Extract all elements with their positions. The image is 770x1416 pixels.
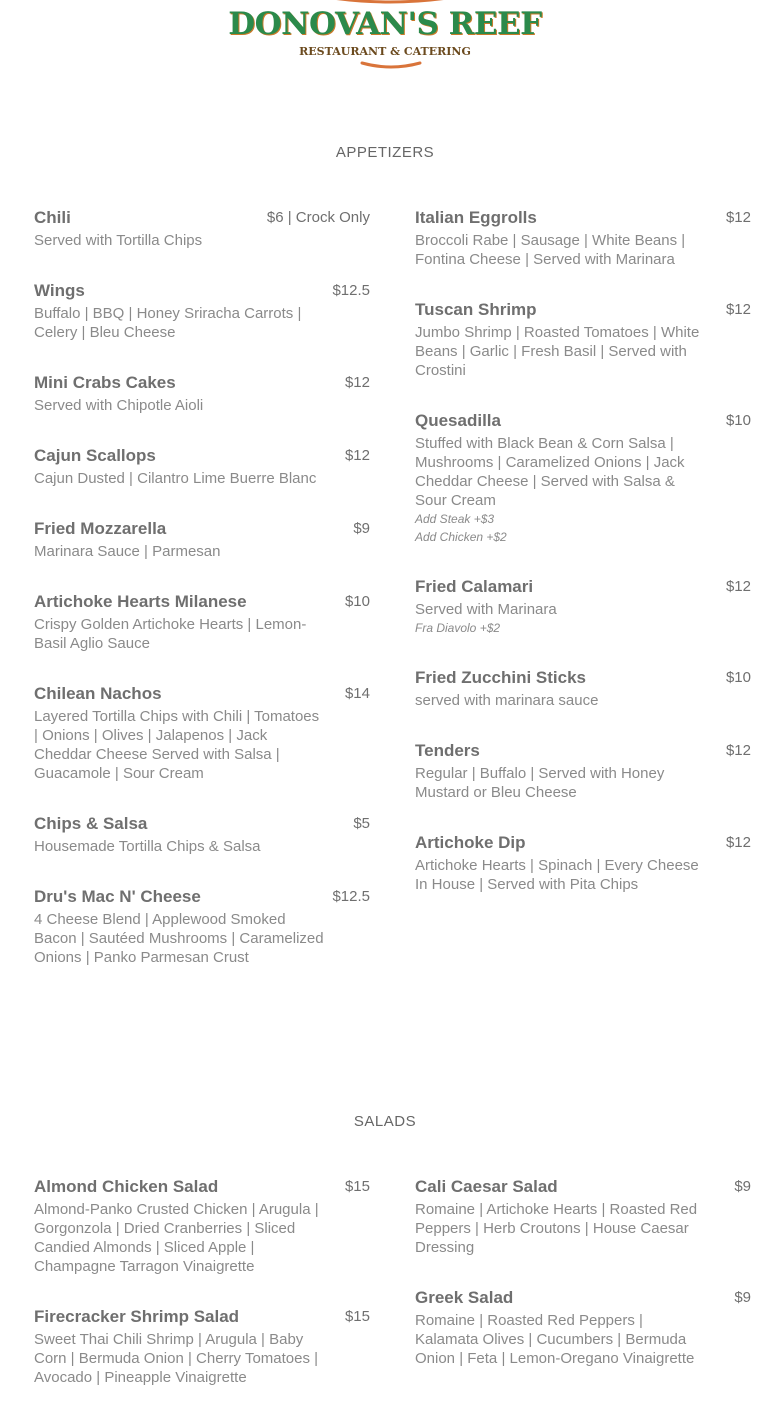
salads-left-column — [34, 1176, 370, 1387]
menu-item — [415, 667, 751, 710]
menu-item-description: Regular | Buffalo | Served with Honey Mustard or Bleu Cheese — [415, 765, 665, 801]
menu-item — [34, 683, 370, 783]
menu-item-name: Artichoke Dip — [415, 833, 526, 852]
menu-item-name: Chilean Nachos — [34, 684, 162, 703]
menu-item-price: $12 — [725, 834, 751, 851]
logo-swash-icon — [360, 61, 422, 69]
menu-item — [34, 591, 370, 653]
appetizers-heading: APPETIZERS — [335, 144, 435, 161]
appetizers-right-column — [415, 207, 751, 894]
menu-item-description: Romaine | Artichoke Hearts | Roasted Red Peppers | Herb Croutons | House Caesar Dressing — [415, 1201, 698, 1256]
menu-item-price: $9 — [734, 1178, 751, 1195]
menu-item-name: Firecracker Shrimp Salad — [34, 1307, 240, 1326]
menu-item-price: $5 — [353, 815, 370, 832]
menu-item — [34, 886, 370, 967]
menu-item-price: $12 — [344, 447, 370, 464]
menu-item-price: $12 — [725, 301, 751, 318]
menu-item-name: Tuscan Shrimp — [415, 300, 537, 319]
salads-right-column — [415, 1176, 751, 1368]
menu-item-addon-note: Add Chicken +$2 — [415, 530, 507, 544]
menu-item — [415, 299, 751, 380]
logo-wordmark: DONOVAN'S REEF — [228, 6, 542, 42]
menu-item-addon-note: Fra Diavolo +$2 — [415, 621, 501, 635]
menu-item-description: Stuffed with Black Bean & Corn Salsa | Mushrooms | Caramelized Onions | Jack Cheddar Cheese | Served with Salsa & Sour Cream — [415, 435, 685, 509]
menu-item — [34, 207, 370, 250]
menu-item-price: $10 — [725, 669, 751, 686]
restaurant-logo[interactable] — [0, 0, 770, 75]
menu-item-name: Cali Caesar Salad — [415, 1177, 558, 1196]
menu-item-description: Romaine | Roasted Red Peppers | Kalamata Olives | Cucumbers | Bermuda Onion | Feta | Lemon-Oregano Vinaigrette — [415, 1312, 695, 1367]
menu-item — [415, 1176, 751, 1257]
menu-item — [34, 813, 370, 856]
menu-item-name: Dru's Mac N' Cheese — [34, 887, 201, 906]
menu-item-description: Cajun Dusted | Cilantro Lime Buerre Blanc — [34, 470, 317, 487]
appetizers-left-column — [34, 207, 370, 967]
menu-item-description: Housemade Tortilla Chips & Salsa — [34, 838, 261, 855]
menu-item-price: $9 — [734, 1289, 751, 1306]
menu-item-name: Italian Eggrolls — [415, 208, 537, 227]
logo-tagline: RESTAURANT & CATERING — [299, 45, 471, 58]
menu-item-name: Tenders — [415, 741, 480, 760]
menu-item-name: Fried Mozzarella — [34, 519, 167, 538]
menu-item-price: $14 — [344, 685, 370, 702]
menu-item-name: Quesadilla — [415, 411, 501, 430]
menu-item-description: Layered Tortilla Chips with Chili | Tomatoes | Onions | Olives | Jalapenos | Jack Cheddar Cheese Served with Salsa | Guacamole | Sour Cream — [34, 708, 320, 782]
menu-item-name: Wings — [34, 281, 85, 300]
menu-item-name: Fried Calamari — [415, 577, 534, 596]
menu-item-name: Greek Salad — [415, 1288, 514, 1307]
menu-item — [34, 445, 370, 488]
menu-item-price: $12 — [344, 374, 370, 391]
menu-item — [415, 740, 751, 802]
menu-item-price: $10 — [725, 412, 751, 429]
menu-item-price: $12.5 — [332, 282, 370, 299]
menu-item — [34, 1306, 370, 1387]
menu-item-description: 4 Cheese Blend | Applewood Smoked Bacon | Sautéed Mushrooms | Caramelized Onions | Panko Parmesan Crust — [34, 911, 324, 966]
menu-item-description: Served with Tortilla Chips — [34, 232, 203, 249]
menu-item — [415, 576, 751, 637]
menu-item — [415, 832, 751, 894]
salads-heading: SALADS — [353, 1113, 417, 1130]
menu-item — [415, 1287, 751, 1368]
menu-item-description: Jumbo Shrimp | Roasted Tomatoes | White Beans | Garlic | Fresh Basil | Served with Crostini — [415, 324, 700, 379]
menu-item-price: $15 — [344, 1178, 370, 1195]
menu-item-price: $12 — [725, 578, 751, 595]
menu-item — [415, 410, 751, 546]
menu-item-description: Crispy Golden Artichoke Hearts | Lemon-Basil Aglio Sauce — [34, 616, 307, 652]
menu-item — [415, 207, 751, 269]
menu-item-price: $15 — [344, 1308, 370, 1325]
menu-item-price: $10 — [344, 593, 370, 610]
menu-item-addon-note: Add Steak +$3 — [415, 512, 495, 526]
menu-item — [34, 372, 370, 415]
menu-item — [34, 518, 370, 561]
menu-item-description: Broccoli Rabe | Sausage | White Beans | Fontina Cheese | Served with Marinara — [415, 232, 686, 268]
menu-item-description: Sweet Thai Chili Shrimp | Arugula | Baby Corn | Bermuda Onion | Cherry Tomatoes | Avocado | Pineapple Vinaigrette — [34, 1331, 319, 1386]
menu-item-description: Served with Marinara — [415, 601, 557, 618]
menu-item-description: Marinara Sauce | Parmesan — [34, 543, 221, 560]
menu-item-price: $12 — [725, 209, 751, 226]
menu-item-name: Chili — [34, 208, 71, 227]
menu-item-name: Chips & Salsa — [34, 814, 148, 833]
menu-item-description: served with marinara sauce — [415, 692, 599, 709]
menu-item-name: Mini Crabs Cakes — [34, 373, 176, 392]
menu-item-description: Served with Chipotle Aioli — [34, 397, 204, 414]
menu-item-name: Fried Zucchini Sticks — [415, 668, 586, 687]
menu-item — [34, 280, 370, 342]
menu-item-price: $12 — [725, 742, 751, 759]
menu-item-name: Almond Chicken Salad — [34, 1177, 219, 1196]
menu-item-price: $9 — [353, 520, 370, 537]
menu-item-description: Buffalo | BBQ | Honey Sriracha Carrots | Celery | Bleu Cheese — [34, 305, 302, 341]
menu-item-name: Artichoke Hearts Milanese — [34, 592, 247, 611]
menu-item-price: $6 | Crock Only — [266, 209, 370, 226]
menu-item-price: $12.5 — [332, 888, 370, 905]
menu-item — [34, 1176, 370, 1276]
menu-item-description: Almond-Panko Crusted Chicken | Arugula | Gorgonzola | Dried Cranberries | Sliced Candied Almonds | Sliced Apple | Champagne Tarragon Vinaigrette — [34, 1201, 319, 1275]
menu-item-name: Cajun Scallops — [34, 446, 156, 465]
menu-item-description: Artichoke Hearts | Spinach | Every Cheese In House | Served with Pita Chips — [415, 857, 699, 893]
